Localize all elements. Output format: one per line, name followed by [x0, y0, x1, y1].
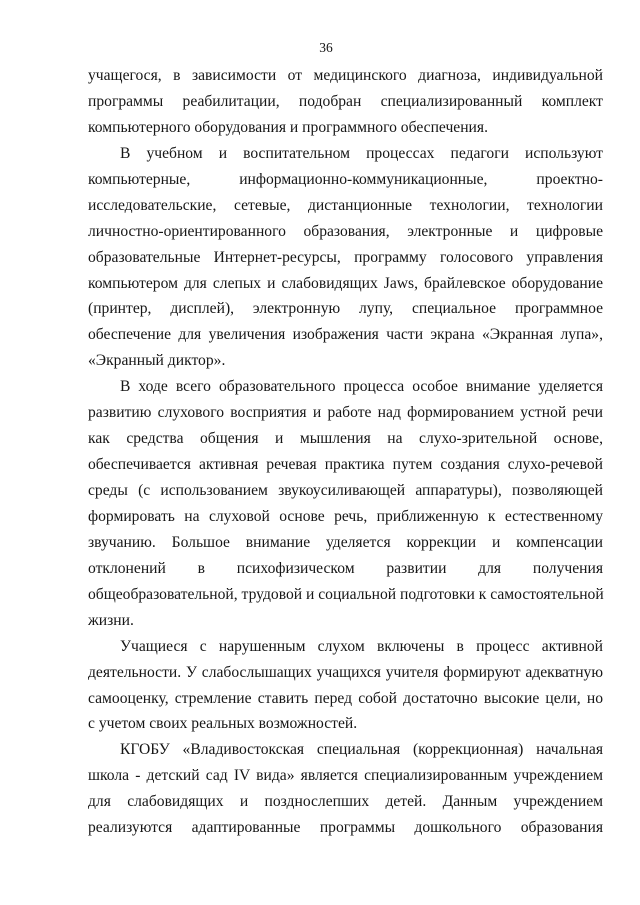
text-line: программы реабилитации, подобран специализированный комплект [88, 92, 603, 110]
text-line: компьютерные, информационно-коммуникационные, проектно- [88, 170, 603, 188]
text-line: школа - детский сад IV вида» является специализированным учреждением [88, 767, 603, 785]
text-line: развитию слухового восприятия и работе над формированием устной речи [88, 404, 603, 422]
text-line: личностно-ориентированного образования, электронные и цифровые [88, 222, 603, 240]
text-line: «Экранный диктор». [88, 352, 226, 370]
text-line: КГОБУ «Владивостокская специальная (коррекционная) начальная [120, 741, 603, 759]
text-line: отклонений в психофизическом развитии для получения [88, 559, 603, 577]
text-line: самооценку, стремление ставить перед собой достаточно высокие цели, но [88, 689, 603, 707]
text-line: (принтер, дисплей), электронную лупу, специальное программное [88, 300, 603, 318]
text-line: формировать на слуховой основе речь, приближенную к естественному [88, 507, 603, 525]
text-line: В учебном и воспитательном процессах педагоги используют [120, 144, 603, 162]
text-line: обеспечивается активная речевая практика путем создания слухо-речевой [88, 456, 603, 474]
text-line: компьютером для слепых и слабовидящих Jaws, брайлевское оборудование [88, 274, 603, 292]
text-line: учащегося, в зависимости от медицинского диагноза, индивидуальной [88, 67, 603, 84]
text-line: с учетом своих реальных возможностей. [88, 715, 358, 733]
text-line: обеспечение для увеличения изображения части экрана «Экранная лупа», [88, 326, 603, 344]
text-line: деятельности. У слабослышащих учащихся учителя формируют адекватную [88, 663, 603, 681]
text-line: среды (с использованием звукоусиливающей аппаратуры), позволяющей [88, 482, 603, 499]
text-line: жизни. [88, 611, 134, 629]
text-line: для слабовидящих и позднослепших детей. Данным учреждением [88, 793, 603, 811]
text-line: исследовательские, сетевые, дистанционные технологии, технологии [88, 196, 603, 214]
text-line: образовательные Интернет-ресурсы, программу голосового управления [88, 248, 603, 266]
text-line: звучанию. Большое внимание уделяется коррекции и компенсации [88, 533, 603, 551]
body-text [88, 63, 603, 841]
text-line: как средства общения и мышления на слухо-зрительной основе, [88, 430, 603, 448]
page-number: 36 [319, 40, 333, 55]
text-line: Учащиеся с нарушенным слухом включены в процесс активной [120, 637, 603, 655]
text-line: компьютерного оборудования и программного обеспечения. [88, 118, 488, 136]
text-line: В ходе всего образовательного процесса особое внимание уделяется [120, 378, 603, 396]
text-line: общеобразовательной, трудовой и социальной подготовки к самостоятельной [88, 585, 604, 603]
text-line: реализуются адаптированные программы дошкольного образования [88, 819, 603, 837]
